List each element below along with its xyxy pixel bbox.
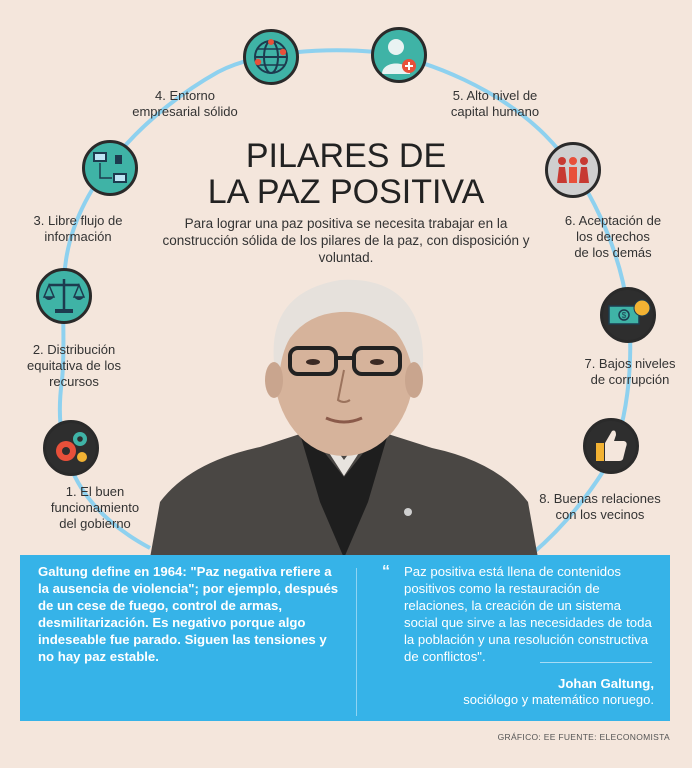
pillar-5-label bbox=[430, 88, 560, 120]
pillar-7-line: de corrupción bbox=[590, 372, 670, 387]
pillar-5-line: capital humano bbox=[450, 104, 540, 119]
globe-network-icon bbox=[243, 29, 299, 85]
person-plus-icon bbox=[371, 27, 427, 83]
page-title bbox=[150, 138, 542, 210]
thumbs-up-icon bbox=[583, 418, 639, 474]
pillar-2-label bbox=[14, 342, 134, 390]
portrait-photo bbox=[150, 262, 538, 558]
pillar-1-line: 1. El buen bbox=[65, 484, 125, 499]
pillar-7-line: 7. Bajos niveles bbox=[584, 356, 676, 371]
pillar-2-line: 2. Distribución bbox=[32, 342, 116, 357]
title-line-1: PILARES DE bbox=[245, 137, 447, 175]
pillar-1-line: funcionamiento bbox=[50, 500, 140, 515]
pillar-2-line: equitativa de los bbox=[27, 358, 121, 373]
source-credit: GRÁFICO: EE FUENTE: ELECONOMISTA bbox=[497, 732, 670, 742]
pillar-3-line: 3. Libre flujo de bbox=[33, 213, 123, 228]
pillar-3-label bbox=[18, 213, 138, 245]
quote-icon: “ bbox=[382, 563, 390, 580]
scales-icon bbox=[36, 268, 92, 324]
pillar-4-label bbox=[120, 88, 250, 120]
gears-icon bbox=[43, 420, 99, 476]
pillar-6-label bbox=[548, 213, 678, 261]
svg-text:$: $ bbox=[621, 311, 627, 320]
pillar-8-label bbox=[530, 491, 670, 523]
pillar-6-line: 6. Aceptación de bbox=[564, 213, 662, 228]
title-line-2: LA PAZ POSITIVA bbox=[207, 173, 485, 211]
money-icon bbox=[600, 287, 656, 343]
people-icon bbox=[545, 142, 601, 198]
quote-author-role: sociólogo y matemático noruego. bbox=[463, 692, 654, 707]
pillar-6-line: de los demás bbox=[574, 245, 652, 260]
pillar-4-line: empresarial sólido bbox=[132, 104, 238, 119]
signature-divider bbox=[540, 662, 652, 663]
negative-peace-text: Galtung define en 1964: "Paz negativa refiere a la ausencia de violencia"; por ejemplo, después de un cese de fuego, control de armas, desmilitarización. Es negativo porque algo indeseable fue parado. Siguen las tensiones y no hay paz estable. bbox=[38, 564, 339, 664]
subtitle: Para lograr una paz positiva se necesita trabajar en la construcción sólida de los pilares de la paz, con disposición y voluntad. bbox=[162, 216, 530, 265]
pillar-7-label bbox=[575, 356, 685, 388]
positive-peace-quote: Paz positiva está llena de contenidos positivos como la restauración de relaciones, la creación de un sistema social que sirve a las necesidades de toda la población y una resolución constructiva de conflictos". bbox=[404, 564, 652, 664]
pillar-6-line: los derechos bbox=[576, 229, 650, 244]
quote-author: Johan Galtung, bbox=[558, 676, 654, 691]
pillar-3-line: información bbox=[44, 229, 112, 244]
pillar-1-label bbox=[30, 484, 160, 532]
pillar-2-line: recursos bbox=[49, 374, 99, 389]
pillar-5-line: 5. Alto nivel de bbox=[452, 88, 538, 103]
pillar-4-line: 4. Entorno bbox=[155, 88, 215, 103]
pillar-1-line: del gobierno bbox=[59, 516, 131, 531]
pillar-8-line: 8. Buenas relaciones bbox=[539, 491, 661, 506]
computers-network-icon bbox=[82, 140, 138, 196]
panel-divider bbox=[356, 568, 357, 716]
pillar-8-line: con los vecinos bbox=[555, 507, 645, 522]
